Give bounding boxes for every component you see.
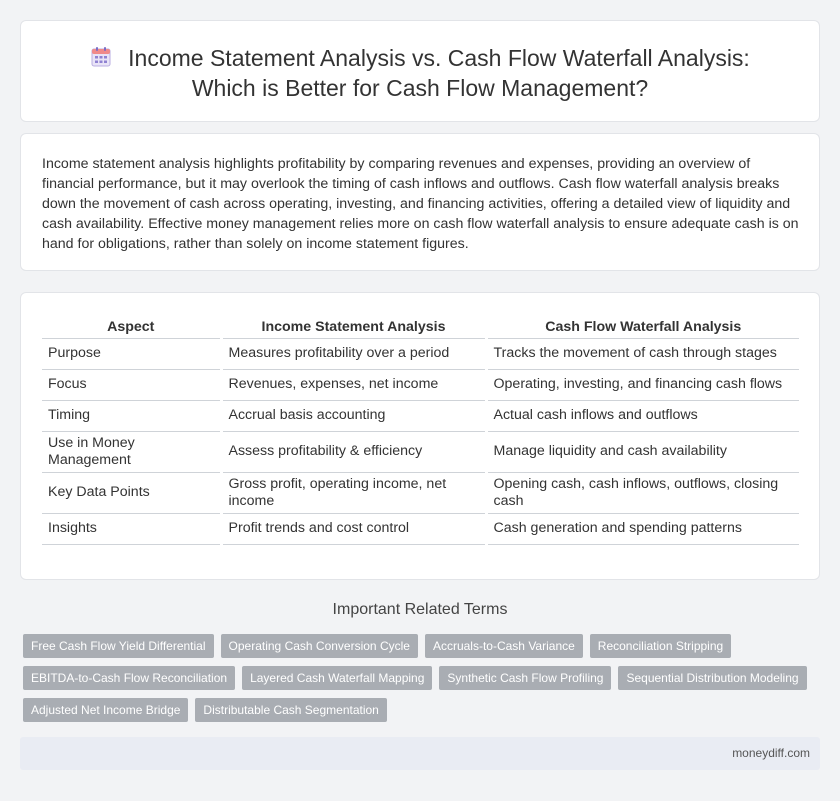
comparison-table <box>42 314 799 545</box>
title-line-1: Income Statement Analysis vs. Cash Flow Waterfall Analysis: <box>128 45 750 71</box>
table-row <box>42 369 799 400</box>
table-row <box>42 513 799 544</box>
related-term-tag[interactable]: Synthetic Cash Flow Profiling <box>439 666 611 690</box>
related-term-tag[interactable]: EBITDA-to-Cash Flow Reconciliation <box>23 666 235 690</box>
table-cell: Revenues, expenses, net income <box>221 369 486 400</box>
related-term-tag[interactable]: Layered Cash Waterfall Mapping <box>242 666 432 690</box>
related-term-tag[interactable]: Adjusted Net Income Bridge <box>23 698 188 722</box>
table-header-row <box>42 314 799 338</box>
column-header-income-statement: Income Statement Analysis <box>221 314 486 338</box>
table-cell: Accrual basis accounting <box>221 400 486 431</box>
table-cell: Tracks the movement of cash through stages <box>486 338 799 369</box>
footer <box>20 737 820 770</box>
summary-text: Income statement analysis highlights profitability by comparing revenues and expenses, providing an overview of financial performance, but it may overlook the timing of cash inflows and outflows. Cash flow waterfall analysis breaks down the movement of cash across operating, investing, and financing activities, offering a detailed view of liquidity and cash availability. Effective money management relies more on cash flow waterfall analysis to ensure adequate cash is on hand for obligations, rather than solely on income statement figures. <box>42 156 799 252</box>
summary-card <box>20 133 820 271</box>
table-row <box>42 472 799 513</box>
related-term-tag[interactable]: Operating Cash Conversion Cycle <box>221 634 418 658</box>
table-cell: Key Data Points <box>42 472 221 513</box>
table-cell: Opening cash, cash inflows, outflows, closing cash <box>486 472 799 513</box>
column-header-aspect: Aspect <box>42 314 221 338</box>
table-row <box>42 400 799 431</box>
page-title <box>21 43 819 103</box>
footer-site-link[interactable]: moneydiff.com <box>732 746 810 760</box>
column-header-cash-flow-waterfall: Cash Flow Waterfall Analysis <box>486 314 799 338</box>
table-cell: Actual cash inflows and outflows <box>486 400 799 431</box>
table-row <box>42 431 799 472</box>
table-row <box>42 338 799 369</box>
table-cell: Focus <box>42 369 221 400</box>
table-cell: Use in Money Management <box>42 431 221 472</box>
table-cell: Timing <box>42 400 221 431</box>
related-term-tag[interactable]: Reconciliation Stripping <box>590 634 731 658</box>
related-term-tag[interactable]: Sequential Distribution Modeling <box>618 666 806 690</box>
related-term-tag[interactable]: Free Cash Flow Yield Differential <box>23 634 214 658</box>
table-cell: Assess profitability & efficiency <box>221 431 486 472</box>
table-cell: Manage liquidity and cash availability <box>486 431 799 472</box>
table-cell: Gross profit, operating income, net income <box>221 472 486 513</box>
table-cell: Purpose <box>42 338 221 369</box>
related-terms-title: Important Related Terms <box>332 601 508 618</box>
table-cell: Profit trends and cost control <box>221 513 486 544</box>
table-cell: Insights <box>42 513 221 544</box>
related-term-tag[interactable]: Accruals-to-Cash Variance <box>425 634 583 658</box>
title-line-2: Which is Better for Cash Flow Management? <box>191 75 649 101</box>
header-card <box>20 20 820 122</box>
related-terms-list <box>23 634 813 730</box>
related-term-tag[interactable]: Distributable Cash Segmentation <box>195 698 386 722</box>
calendar-icon <box>90 46 112 68</box>
table-cell: Measures profitability over a period <box>221 338 486 369</box>
table-cell: Cash generation and spending patterns <box>486 513 799 544</box>
table-cell: Operating, investing, and financing cash flows <box>486 369 799 400</box>
comparison-card <box>20 292 820 580</box>
